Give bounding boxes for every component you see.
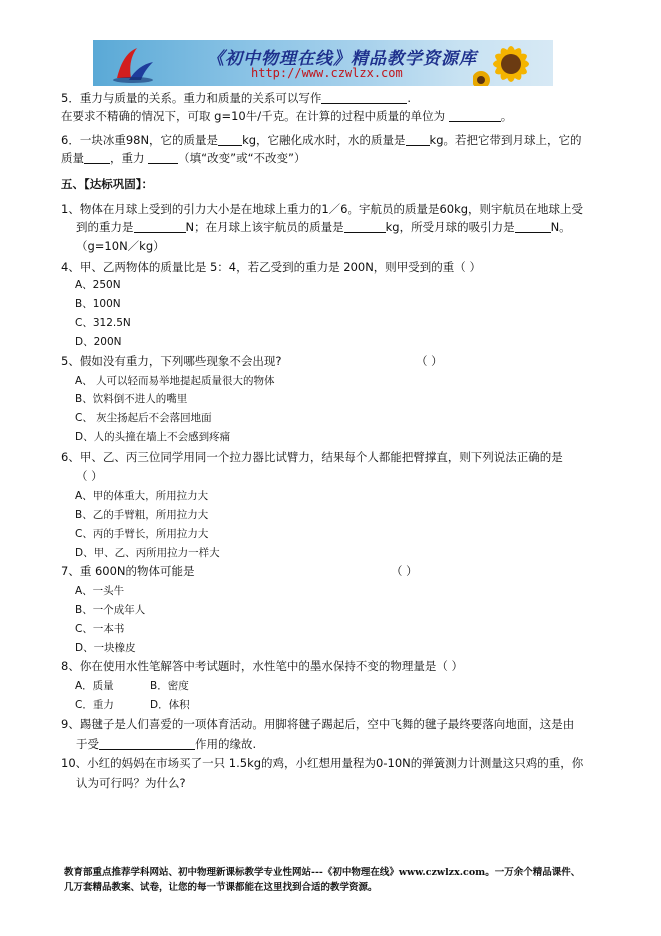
answer-blank[interactable] [344, 220, 386, 233]
p7-stem: 7、重 600N的物体可能是 （ ） [61, 564, 418, 578]
header-banner [93, 40, 553, 86]
answer-blank[interactable] [515, 220, 551, 233]
p4-option-d[interactable]: D、200N [75, 336, 122, 348]
banner-title: 《初中物理在线》精品教学资源库 [207, 49, 477, 69]
p10-line1: 10、小红的妈妈在市场买了一只 1.5kg的鸡，小红想用量程为0-10N的弹簧测力计测量这只鸡的重，你 [61, 756, 584, 770]
p4-option-b[interactable]: B、100N [75, 298, 121, 310]
answer-blank[interactable] [99, 737, 195, 750]
p7-option-d[interactable]: D、一块橡皮 [75, 642, 136, 654]
p5-option-d[interactable]: D、人的头撞在墙上不会感到疼痛 [75, 431, 231, 443]
banner-url[interactable]: http://www.czwlzx.com [251, 66, 403, 80]
p1-line1: 1、物体在月球上受到的引力大小是在地球上重力的1／6。宇航员的质量是60kg，则宇航员在地球上受 [61, 202, 584, 216]
p5-option-a[interactable]: A、 人可以轻而易举地提起质量很大的物体 [75, 375, 275, 387]
p4-option-c[interactable]: C、312.5N [75, 317, 131, 329]
answer-blank[interactable] [406, 133, 430, 146]
p8-option-d[interactable]: D．体积 [150, 699, 190, 711]
p10-line2: 认为可行吗？为什么? [76, 776, 186, 790]
section-title: 五、【达标巩固】： [61, 177, 153, 191]
p7-option-b[interactable]: B、一个成年人 [75, 604, 146, 616]
answer-blank[interactable] [134, 220, 186, 233]
p8-option-b[interactable]: B．密度 [150, 680, 189, 692]
p8-options-row2 [75, 697, 190, 713]
footer-line2: 几万套精品教案、试卷，让您的每一节课都能在这里找到合适的教学资源。 [64, 882, 378, 893]
answer-blank[interactable] [84, 151, 110, 164]
footer-note [64, 865, 604, 895]
p7-option-a[interactable]: A、一头牛 [75, 585, 125, 597]
answer-blank[interactable] [449, 109, 501, 122]
sunflower-icon [473, 40, 543, 86]
footer-line1: 教育部重点推荐学科网站、初中物理新课标教学专业性网站---《初中物理在线》www.czwlzx.com。一万余个精品课件、 [64, 867, 581, 878]
answer-blank[interactable] [321, 91, 407, 104]
p6-line1: 6、甲、乙、丙三位同学用同一个拉力器比试臂力，结果每个人都能把臂撑直，则下列说法正确的是 [61, 450, 563, 464]
p8-options-row1 [75, 678, 189, 694]
p7-option-c[interactable]: C、一本书 [75, 623, 125, 635]
q6-line2: 质量 ，重力 （填“改变”或“不改变”） [61, 151, 306, 165]
p6-line2: （ ） [76, 469, 103, 483]
p8-stem: 8、你在使用水性笔解答中考试题时，水性笔中的墨水保持不变的物理量是（ ） [61, 659, 463, 673]
p6-option-c[interactable]: C、丙的手臂长，所用拉力大 [75, 528, 209, 540]
logo-icon [111, 44, 157, 84]
p9-line1: 9、踢毽子是人们喜爱的一项体育活动。用脚将毽子踢起后，空中飞舞的毽子最终要落向地面，这是由 [61, 717, 575, 731]
p1-line3: （g=10N／kg） [76, 239, 165, 253]
p8-option-c[interactable]: C．重力 [75, 699, 114, 711]
q6-line1: 6．一块冰重98N，它的质量是 kg，它融化成水时，水的质量是 kg。若把它带到月球上，它的 [61, 133, 582, 147]
answer-blank[interactable] [218, 133, 242, 146]
p9-line2: 于受 作用的缘故. [76, 737, 257, 751]
p6-option-a[interactable]: A、甲的体重大，所用拉力大 [75, 490, 209, 502]
p5-option-c[interactable]: C、 灰尘扬起后不会落回地面 [75, 412, 212, 424]
p1-line2: 到的重力是 N；在月球上该宇航员的质量是 kg，所受月球的吸引力是 N。 [76, 220, 571, 234]
answer-blank[interactable] [148, 151, 178, 164]
p5-stem: 5、假如没有重力，下列哪些现象不会出现? （ ） [61, 354, 443, 368]
p4-stem: 4、甲、乙两物体的质量比是 5：4，若乙受到的重力是 200N，则甲受到的重（ ） [61, 260, 481, 274]
p4-option-a[interactable]: A、250N [75, 279, 121, 291]
p8-option-a[interactable]: A．质量 [75, 680, 114, 692]
q5-line2: 在要求不精确的情况下，可取 g=10牛/千克。在计算的过程中质量的单位为 。 [61, 109, 513, 123]
p5-option-b[interactable]: B、饮料倒不进人的嘴里 [75, 393, 188, 405]
p6-option-b[interactable]: B、乙的手臂粗，所用拉力大 [75, 509, 209, 521]
q5-line1: 5．重力与质量的关系。重力和质量的关系可以写作 . [61, 91, 411, 105]
p6-option-d[interactable]: D、甲、乙、丙所用拉力一样大 [75, 547, 220, 559]
